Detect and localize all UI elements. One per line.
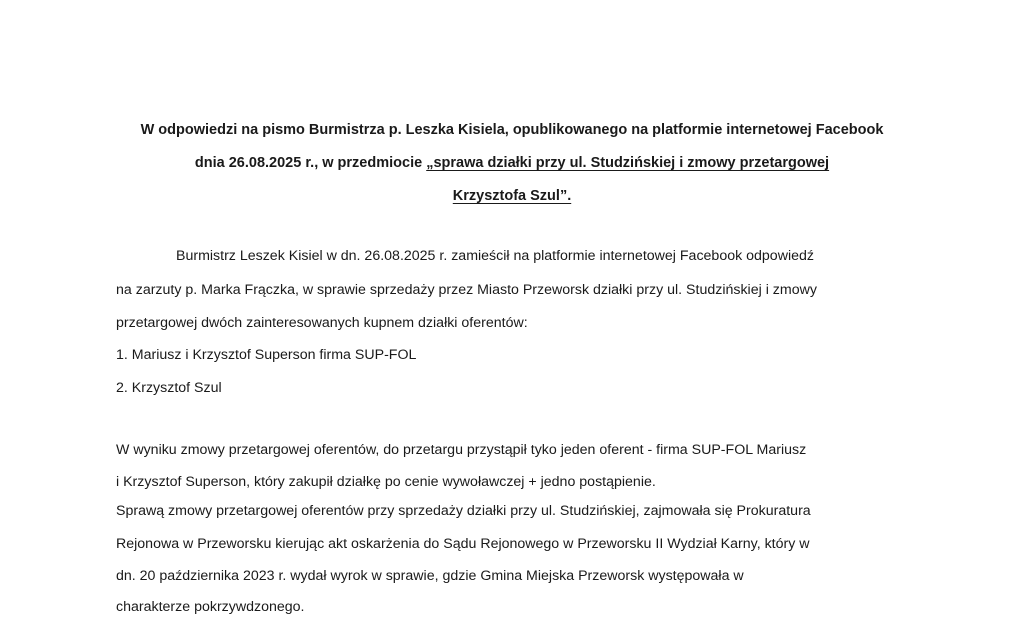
heading-line-3-underlined: Krzysztofa Szul”.	[452, 188, 572, 204]
paragraph1-line-2: na zarzuty p. Marka Frączka, w sprawie sprzedaży przez Miasto Przeworsk działki przy ul. Studzińskiej i zmowy	[116, 282, 817, 298]
heading-line-2	[0, 153, 1024, 173]
paragraph1-line-3: przetargowej dwóch zainteresowanych kupnem działki oferentów:	[116, 315, 528, 331]
paragraph3-line-1: Sprawą zmowy przetargowej oferentów przy sprzedaży działki przy ul. Studzińskiej, zajmowała się Prokuratura	[116, 503, 811, 519]
list-item-2: 2. Krzysztof Szul	[116, 380, 222, 396]
heading-line-3	[0, 186, 1024, 206]
heading-line-2-underlined: „sprawa działki przy ul. Studzińskiej i zmowy przetargowej	[426, 155, 830, 171]
paragraph2-line-1: W wyniku zmowy przetargowej oferentów, do przetargu przystąpił tyko jeden oferent - firma SUP-FOL Mariusz	[116, 442, 807, 458]
paragraph3-line-4: charakterze pokrzywdzonego.	[116, 599, 305, 615]
paragraph2-line-2: i Krzysztof Superson, który zakupił działkę po cenie wywoławczej + jedno postąpienie.	[116, 474, 656, 490]
heading-line-1: W odpowiedzi na pismo Burmistrza p. Leszka Kisiela, opublikowanego na platformie internetowej Facebook	[140, 122, 884, 138]
paragraph3-line-3: dn. 20 października 2023 r. wydał wyrok w sprawie, gdzie Gmina Miejska Przeworsk występowała w	[116, 568, 744, 584]
paragraph3-line-2: Rejonowa w Przeworsku kierując akt oskarżenia do Sądu Rejonowego w Przeworsku II Wydział Karny, który w	[116, 536, 810, 552]
heading-line-2-plain: dnia 26.08.2025 r., w przedmiocie	[194, 155, 427, 171]
paragraph1-line-1: Burmistrz Leszek Kisiel w dn. 26.08.2025 r. zamieścił na platformie internetowej Facebook odpowiedź	[176, 248, 814, 264]
list-item-1: 1. Mariusz i Krzysztof Superson firma SUP-FOL	[116, 347, 417, 363]
